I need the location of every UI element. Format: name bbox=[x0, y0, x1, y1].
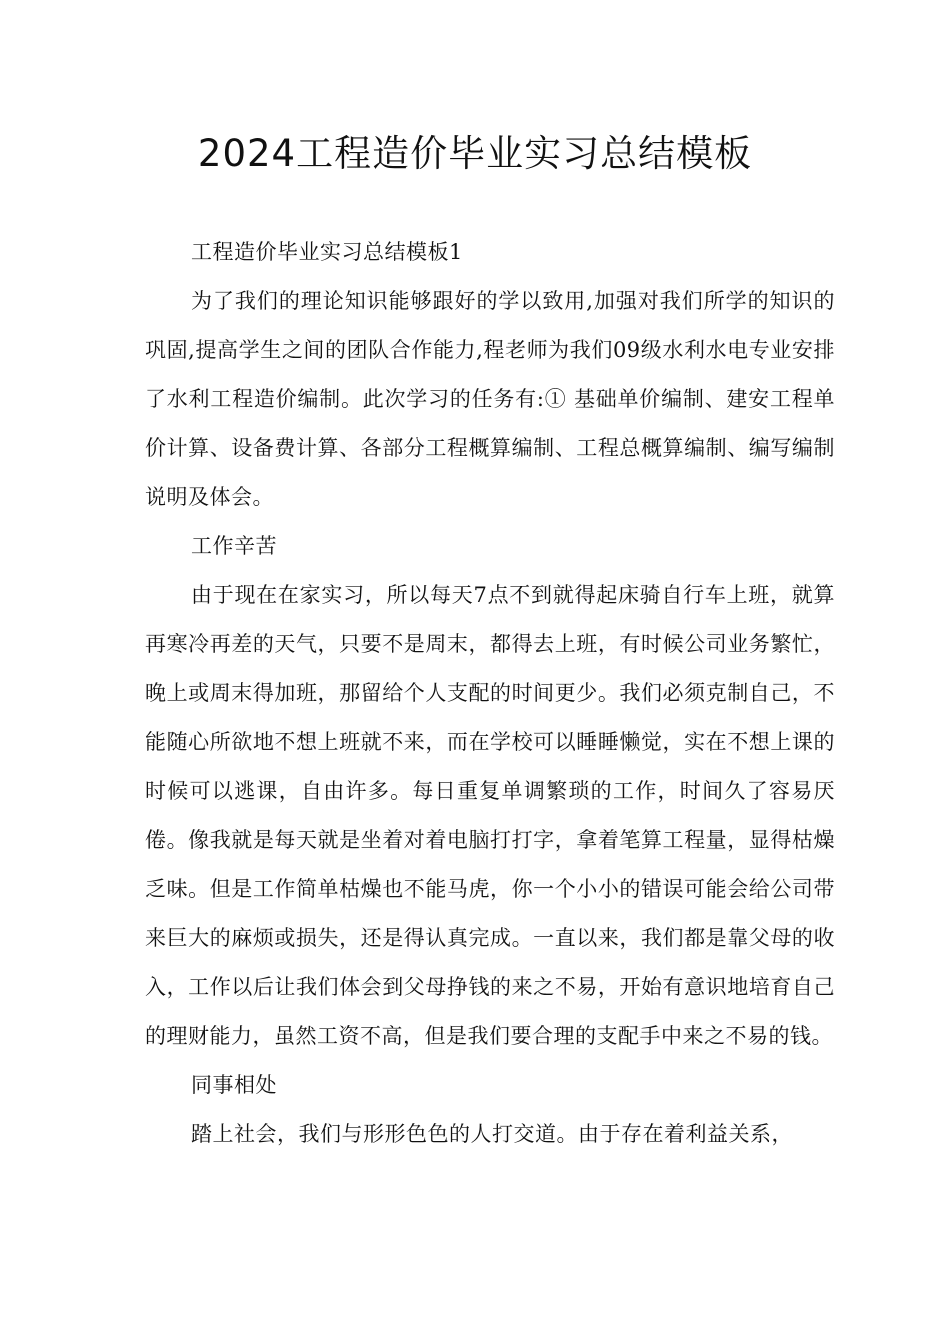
section-heading-hard-work: 工作辛苦 bbox=[191, 534, 277, 558]
section-heading-colleagues: 同事相处 bbox=[191, 1073, 277, 1097]
paragraph-hard-work: 由于现在在家实习，所以每天7点不到就得起床骑自行车上班，就算再寒冷再差的天气，只要不是周末，都得去上班，有时候公司业务繁忙，晚上或周末得加班，那留给个人支配的时间更少。我们必须克制自己，不能随心所欲地不想上班就不来，而在学校可以睡睡懒觉，实在不想上课的时候可以逃课，自由许多。每日重复单调繁琐的工作，时间久了容易厌倦。像我就是每天就是坐着对着电脑打打字，拿着笔算工程量，显得枯燥乏味。但是工作简单枯燥也不能马虎，你一个小小的错误可能会给公司带来巨大的麻烦或损失，还是得认真完成。一直以来，我们都是靠父母的收入，工作以后让我们体会到父母挣钱的来之不易，开始有意识地培育自己的理财能力，虽然工资不高，但是我们要合理的支配手中来之不易的钱。 bbox=[145, 583, 835, 1048]
section-heading-template: 工程造价毕业实习总结模板1 bbox=[191, 240, 463, 264]
document-body bbox=[145, 228, 835, 1159]
paragraph-colleagues: 踏上社会，我们与形形色色的人打交道。由于存在着利益关系， bbox=[191, 1122, 793, 1146]
document-title: 2024工程造价毕业实习总结模板 bbox=[197, 132, 753, 175]
paragraph-intro: 为了我们的理论知识能够跟好的学以致用,加强对我们所学的知识的巩固,提高学生之间的团队合作能力,程老师为我们09级水利水电专业安排了水利工程造价编制。此次学习的任务有:① 基础单价编制、建安工程单价计算、设备费计算、各部分工程概算编制、工程总概算编制、编写编制说明及体会。 bbox=[145, 289, 835, 509]
